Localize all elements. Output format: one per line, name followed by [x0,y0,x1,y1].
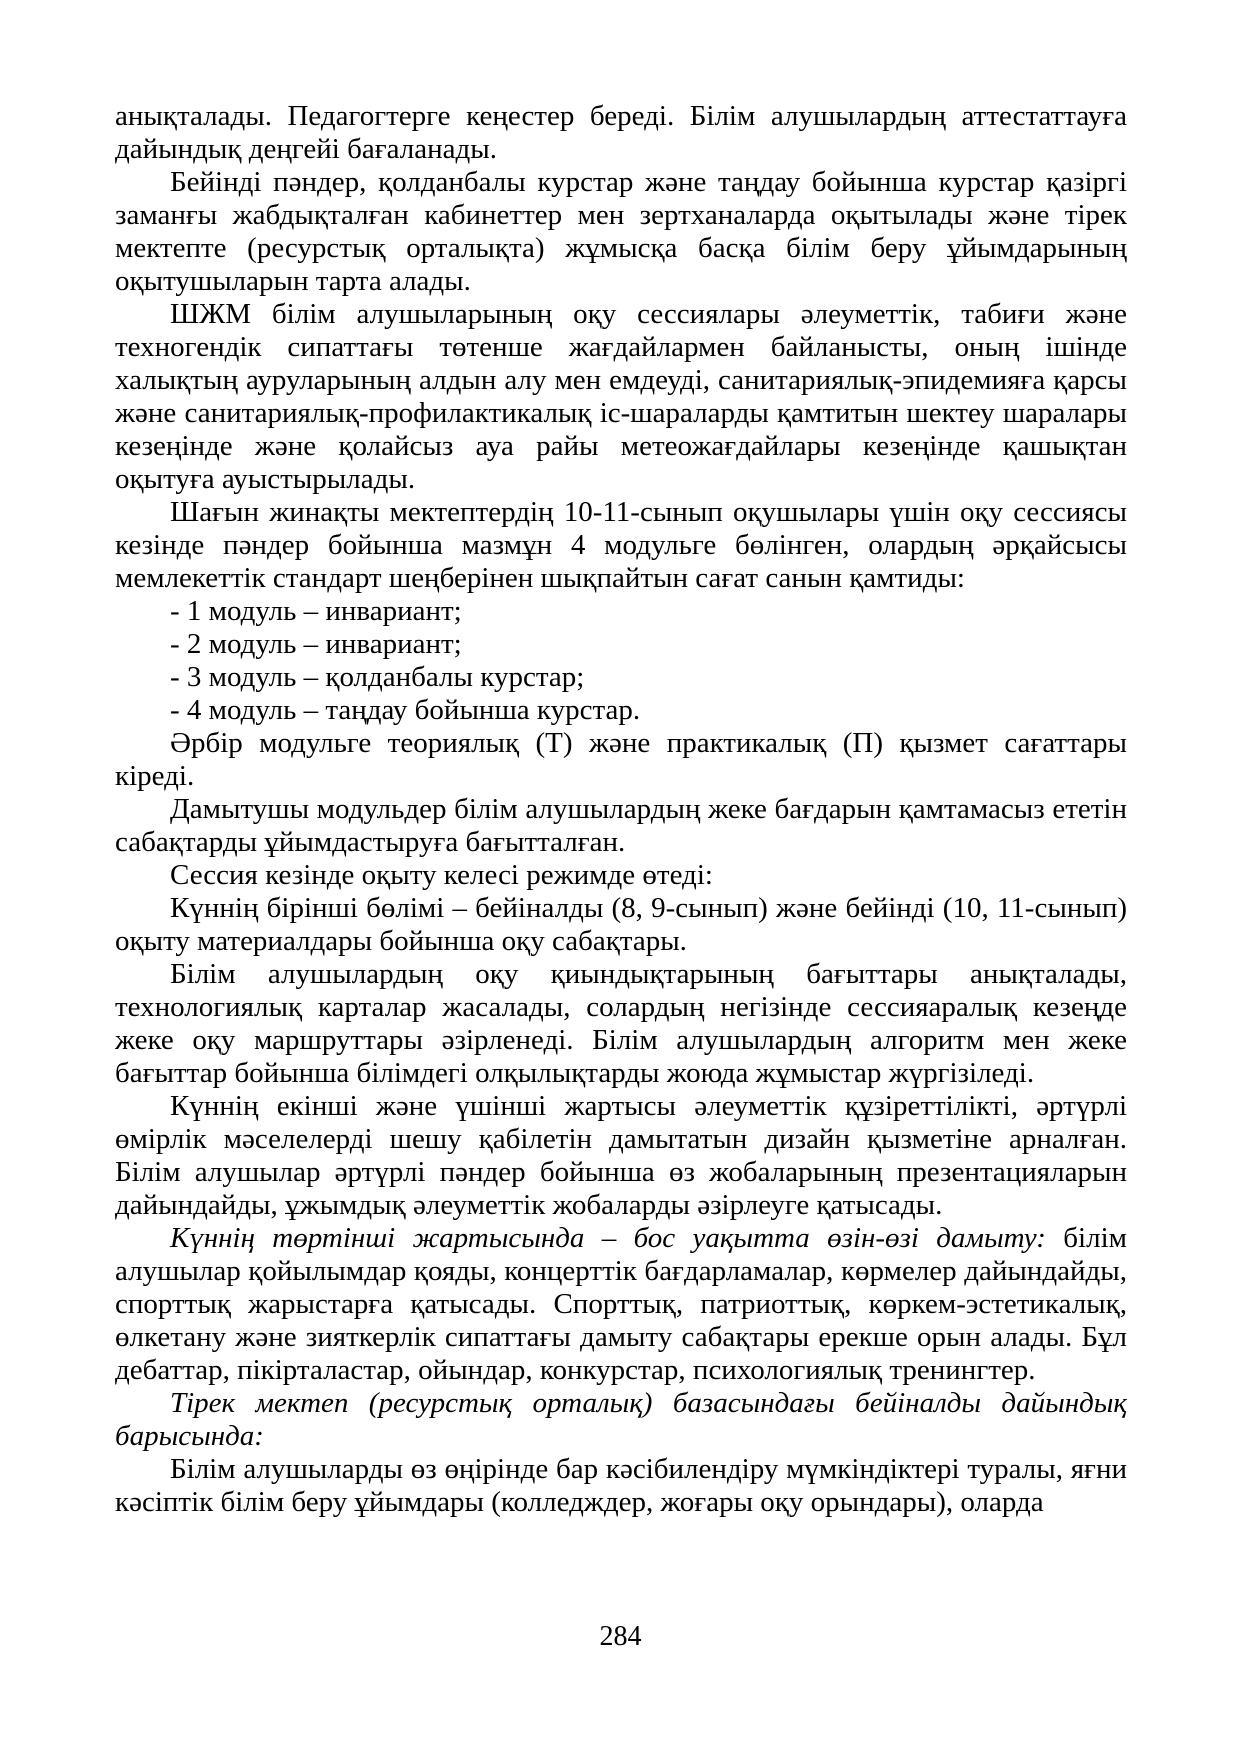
paragraph [115,166,1127,298]
paragraph [115,1387,1127,1453]
list-item [115,628,1127,661]
text-run: Күннің екінші және үшінші жартысы әлеуметтік құзіреттілікті, әртүрлі өмірлік мәселелерді шешу қабілетін дамытатын дизайн қызметіне арналған. Білім алушылар әртүрлі пәндер бойынша өз жобаларының презентацияларын дайындайды, ұжымдық әлеуметтік жобаларды әзірлеуге қатысады. [115,1090,1127,1221]
text-run: анықталады. Педагогтерге кеңестер береді. Білім алушылардың аттестаттауға дайындық деңгейі бағаланады. [115,100,1127,165]
text-run: Білім алушылардың оқу қиындықтарының бағыттары анықталады, технологиялық карталар жасалады, солардың негізінде сессияаралық кезеңде жеке оқу маршруттары әзірленеді. Білім алушылардың алгоритм мен жеке бағыттар бойынша білімдегі олқылықтарды жоюда жұмыстар жүргізіледі. [115,958,1127,1089]
paragraph [115,892,1127,958]
text-run: Әрбір модульге теориялық (Т) және практикалық (П) қызмет сағаттары кіреді. [115,727,1127,792]
paragraph [115,859,1127,892]
list-item [115,694,1127,727]
italic-text-run: Тірек мектеп (ресурстық орталық) базасындағы бейіналды дайындық барысында: [115,1387,1127,1452]
text-run: Сессия кезінде оқыту келесі режимде өтеді: [170,859,713,891]
paragraph [115,793,1127,859]
list-item [115,661,1127,694]
text-run: Білім алушыларды өз өңірінде бар кәсібилендіру мүмкіндіктері туралы, яғни кәсіптік білім беру ұйымдары (колледждер, жоғары оқу орындары), оларда [115,1453,1127,1518]
text-run: ШЖМ білім алушыларының оқу сессиялары әлеуметтік, табиғи және техногендік сипаттағы төтенше жағдайлармен байланысты, оның ішінде халықтың ауруларының алдын алу мен емдеуді, санитариялық-эпидемияға қарсы және санитариялық-профилактикалық іс-шараларды қамтитын шектеу шаралары кезеңінде және қолайсыз ауа райы метеожағдайлары кезеңінде қашықтан оқытуға ауыстырылады. [115,298,1127,495]
text-run: Дамытушы модульдер білім алушылардың жеке бағдарын қамтамасыз ететін сабақтарды ұйымдастыруға бағытталған. [115,793,1127,858]
text-run: - 3 модуль – қолданбалы курстар; [170,661,585,693]
paragraph [115,727,1127,793]
paragraph [115,496,1127,595]
text-run: Күннің бірінші бөлімі – бейіналды (8, 9-сынып) және бейінді (10, 11-сынып) оқыту материалдары бойынша оқу сабақтары. [115,892,1127,957]
text-run: - 4 модуль – таңдау бойынша курстар. [170,694,641,726]
text-run: білім алушылар қойылымдар қояды, концерттік бағдарламалар, көрмелер дайындайды, спорттық жарыстарға қатысады. Спорттық, патриоттық, көркем-эстетикалық, өлкетану және зияткерлік сипаттағы дамыту сабақтары ерекше орын алады. Бұл дебаттар, пікірталастар, ойындар, конкурстар, психологиялық тренингтер. [115,1222,1127,1386]
text-run: Шағын жинақты мектептердің 10-11-сынып оқушылары үшін оқу сессиясы кезінде пәндер бойынша мазмұн 4 модульге бөлінген, олардың әрқайсысы мемлекеттік стандарт шеңберінен шықпайтын сағат санын қамтиды: [115,496,1127,594]
document-body [115,100,1127,1519]
paragraph [115,100,1127,166]
text-run: - 2 модуль – инвариант; [170,628,462,660]
paragraph [115,958,1127,1090]
paragraph [115,1090,1127,1222]
page-number: 284 [599,1621,642,1652]
paragraph [115,1222,1127,1387]
list-item [115,595,1127,628]
text-run: Бейінді пәндер, қолданбалы курстар және таңдау бойынша курстар қазіргі заманғы жабдықталған кабинеттер мен зертханаларда оқытылады және тірек мектепте (ресурстық орталықта) жұмысқа басқа білім беру ұйымдарының оқытушыларын тарта алады. [115,166,1127,297]
paragraph [115,298,1127,496]
italic-text-run: Күннің төртінші жартысында – бос уақытта өзін-өзі дамыту: [170,1222,1046,1254]
text-run: - 1 модуль – инвариант; [170,595,462,627]
paragraph [115,1453,1127,1519]
